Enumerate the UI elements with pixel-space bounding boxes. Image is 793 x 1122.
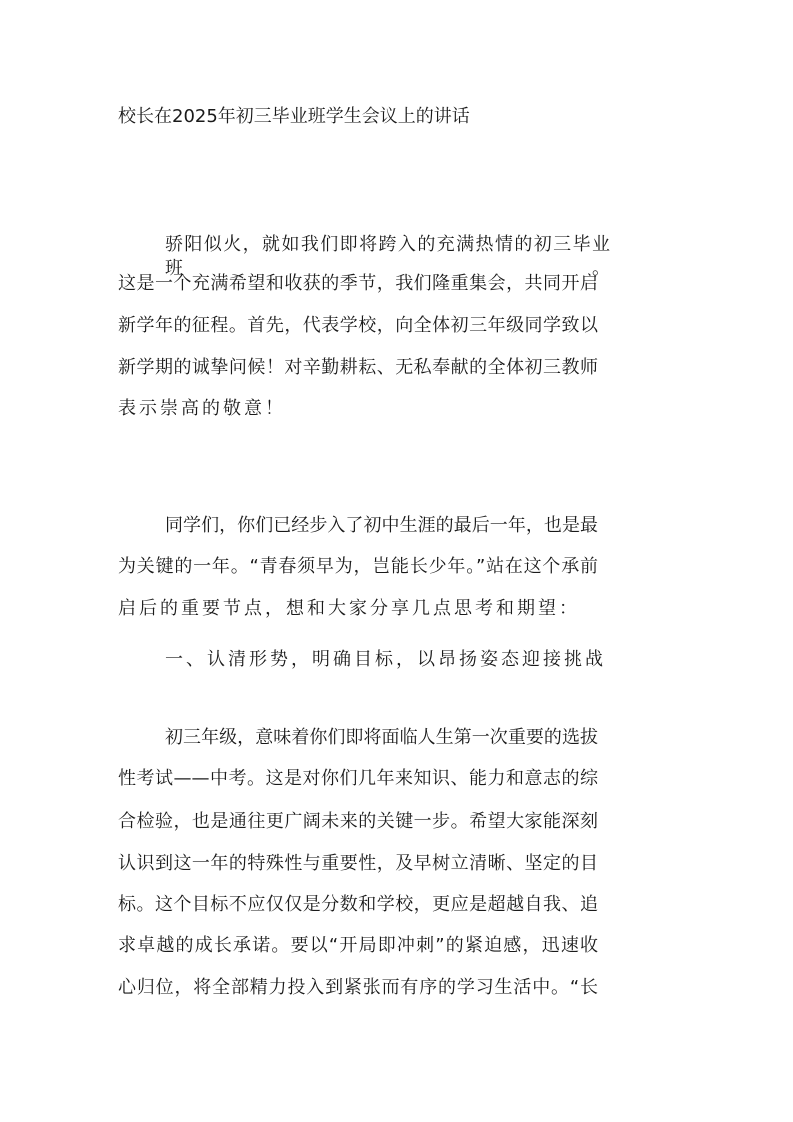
text-line: 标。这个目标不应仅仅是分数和学校，更应是超越自我、追 (118, 894, 598, 915)
text-line: 性考试——中考。这是对你们几年来知识、能力和意志的综 (118, 768, 598, 789)
text-line: 新学期的诚挚问候！对辛勤耕耘、无私奉献的全体初三教师 (118, 357, 598, 378)
text-line: 新学年的征程。首先，代表学校，向全体初三年级同学致以 (118, 315, 598, 336)
document-title: 校长在2025年初三毕业班学生会议上的讲话 (118, 106, 470, 127)
text-line: 求卓越的成长承诺。要以“开局即冲刺”的紧迫感，迅速收 (118, 935, 598, 956)
heading-line: 一、认清形势，明确目标，以昂扬姿态迎接挑战 (165, 649, 606, 670)
text-line: 同学们，你们已经步入了初中生涯的最后一年，也是最 (165, 515, 598, 536)
text-line: 表示崇高的敬意！ (118, 398, 286, 419)
text-line: 心归位，将全部精力投入到紧张而有序的学习生活中。“长 (118, 977, 598, 998)
text-line: 为关键的一年。“青春须早为，岂能长少年。”站在这个承前 (118, 556, 598, 577)
text-line: 合检验，也是通往更广阔未来的关键一步。希望大家能深刻 (118, 811, 598, 832)
text-line: 启后的重要节点，想和大家分享几点思考和期望： (118, 598, 580, 619)
text-line: 初三年级，意味着你们即将面临人生第一次重要的选拔 (165, 727, 598, 748)
text-line: 认识到这一年的特殊性与重要性，及早树立清晰、坚定的目 (118, 853, 598, 874)
text-line: 骄阳似火，就如我们即将跨入的充满热情的初三毕业班。 (165, 234, 610, 279)
text-line: 这是一个充满希望和收获的季节，我们隆重集会，共同开启 (118, 273, 598, 294)
